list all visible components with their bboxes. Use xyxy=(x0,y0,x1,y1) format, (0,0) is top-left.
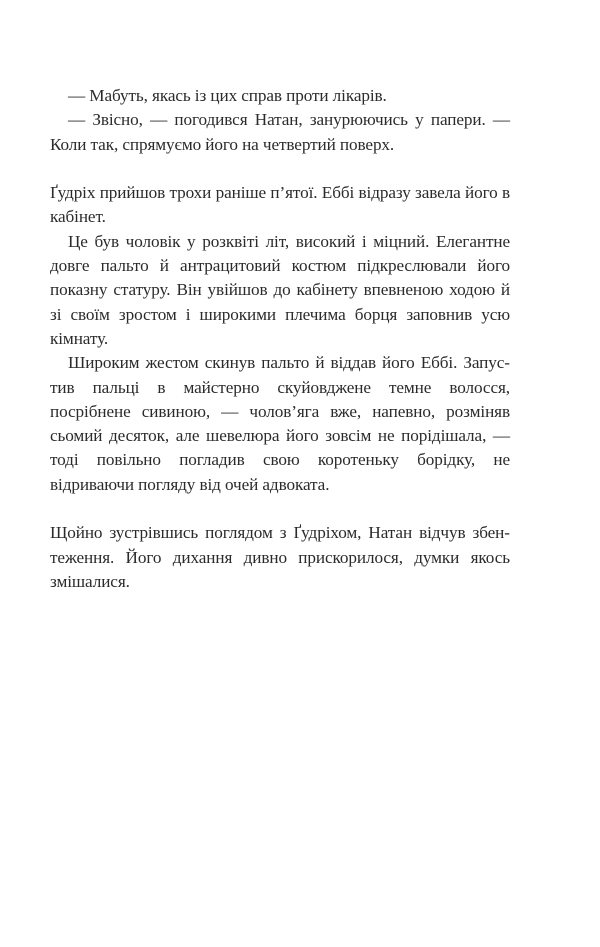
paragraph-description: Це був чоловік у розквіті літ, високий і міцний. Елегантне довге пальто й антрацитовий костюм підкреслювали його показну статуру. Він увійшов до кабінету впевненою ходою й зі своїм зростом і широкими плечима борця заповнив усю кімнату. xyxy=(50,231,510,348)
paragraph-arrival: Ґудріх прийшов трохи раніше п’ятої. Еббі відразу завела його в кабінет. xyxy=(50,183,510,227)
book-page xyxy=(50,84,510,594)
paragraph-gesture: Широким жестом скинув пальто й віддав його Еббі. Запустив пальці в майстерно скуйовджене темне волосся, посрібнене сивиною, — чолов’яга вже, напевно, розміняв сьомий десяток, але шевелюра його зовсім не порідішала, — тоді повільно погладив свою коротеньку борідку, не відриваючи погляду від очей адвоката. xyxy=(50,353,510,494)
paragraph-reaction: Щойно зустрівшись поглядом з Ґудріхом, Натан відчув збентеження. Його дихання дивно прискорилося, думки якось змішалися. xyxy=(50,523,510,591)
dialogue-line-1: — Мабуть, якась із цих справ проти лікарів. xyxy=(68,86,387,105)
section-break xyxy=(50,157,510,181)
dialogue-line-2: — Звісно, — погодився Натан, занурюючись у папери. — Коли так, спрямуємо його на четвертий поверх. xyxy=(50,110,510,154)
section-break xyxy=(50,497,510,521)
